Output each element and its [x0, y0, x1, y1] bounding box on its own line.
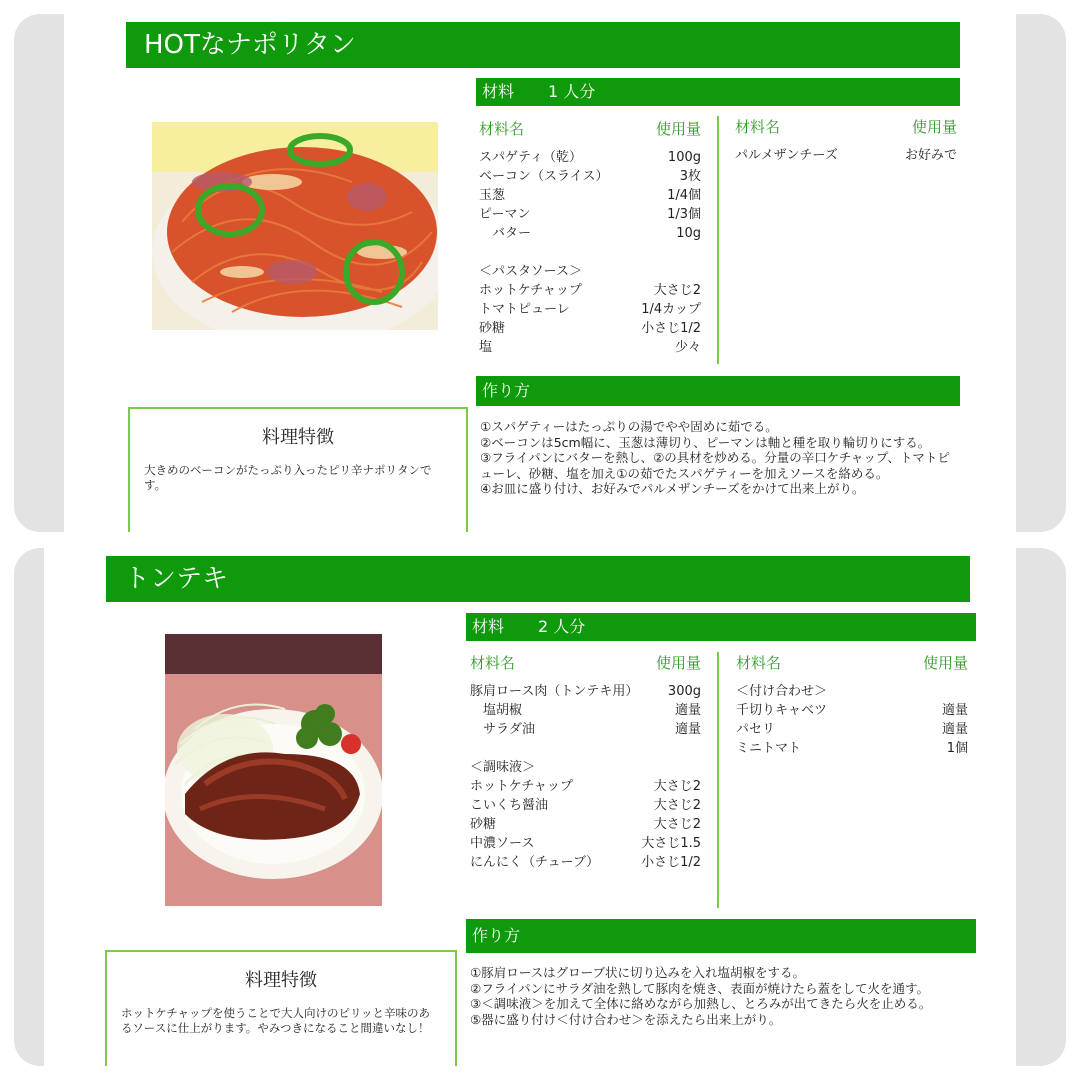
ingredient-name: サラダ油 [470, 722, 535, 737]
recipe-title: HOTなナポリタン [144, 30, 356, 60]
ingredient-row [470, 853, 701, 872]
ingredient-amount: 適量 [674, 722, 701, 737]
recipe-card-tonteki [14, 548, 1066, 1066]
tonteki-image [165, 634, 382, 906]
ingredient-row [479, 300, 701, 319]
ingredient-amount: 小さじ1/2 [641, 321, 701, 336]
ingredient-name: ベーコン（スライス） [479, 169, 609, 184]
ingredient-amount: 大さじ2 [653, 798, 701, 813]
recipe-title: トンテキ [124, 564, 229, 594]
ingredient-row [735, 146, 957, 165]
column-divider [717, 652, 719, 908]
name-column-label: 材料名 [735, 118, 781, 136]
step-item: ①スパゲティーはたっぷりの湯でやや固めに茹でる。 [480, 419, 778, 434]
ingredient-amount: 1/4カップ [641, 302, 701, 317]
ingredient-row [470, 834, 701, 853]
step-item: ②ベーコンは5cm幅に、玉葱は薄切り、ピーマンは軸と種を取り輪切りにする。 [480, 434, 931, 450]
ingredient-amount: 1/3個 [667, 207, 701, 222]
ingredients-column-header [470, 652, 701, 676]
ingredient-name: ホットケチャップ [470, 779, 573, 794]
ingredient-row [479, 319, 701, 338]
step-item: ②フライパンにサラダ油を熱して豚肉を焼き、表面が焼けたら蓋をして火を通す。 [470, 980, 929, 996]
ingredient-name: 玉葱 [479, 188, 506, 203]
ingredient-row [470, 682, 701, 701]
amount-column-label: 使用量 [655, 654, 701, 672]
ingredients-list-left [479, 118, 701, 357]
ingredient-row [736, 701, 968, 720]
ingredient-amount: 少々 [674, 340, 701, 355]
name-column-label: 材料名 [736, 654, 782, 672]
ingredient-name: 砂糖 [470, 817, 497, 832]
ingredient-amount: 大さじ2 [653, 283, 701, 298]
ingredient-amount: 100g [667, 150, 701, 165]
ingredient-name: ミニトマト [736, 741, 802, 756]
ingredients-column-header [735, 116, 957, 140]
ingredient-name: ホットケチャップ [479, 283, 582, 298]
ingredient-amount: 大さじ1.5 [641, 836, 701, 851]
ingredient-row [470, 701, 701, 720]
ingredients-column-header [736, 652, 968, 676]
step-item: ③＜調味液＞を加えて全体に絡めながら加熱し、とろみが出てきたら火を止める。 [470, 996, 932, 1011]
feature-box [105, 950, 457, 1066]
ingredient-row [470, 815, 701, 834]
step-item: ④お皿に盛り付け、お好みでパルメザンチーズをかけて出来上がり。 [480, 481, 865, 496]
ingredients-list-right [736, 652, 968, 758]
ingredient-amount: 大さじ2 [653, 779, 701, 794]
feature-box [128, 407, 468, 532]
ingredient-row [479, 148, 701, 167]
ingredient-row [479, 205, 701, 224]
ingredient-name: 豚肩ロース肉（トンテキ用） [470, 684, 639, 699]
feature-text: ホットケチャップを使うことで大人向けのピリッと辛味のあるソースに仕上がります。やみつきになること間違いなし！ [121, 1006, 431, 1035]
ingredients-header-label: 材料 [482, 82, 515, 101]
feature-title: 料理特徴 [262, 427, 334, 448]
tonteki-photo [165, 634, 382, 906]
ingredient-name: スパゲティ（乾） [479, 150, 582, 165]
ingredient-row [470, 720, 701, 739]
feature-title: 料理特徴 [245, 970, 317, 991]
ingredient-row [470, 777, 701, 796]
ingredient-row [736, 682, 968, 701]
steps-header [466, 919, 976, 953]
steps-header-label: 作り方 [482, 381, 531, 400]
name-column-label: 材料名 [479, 120, 525, 138]
ingredient-row [470, 796, 701, 815]
ingredient-amount: 適量 [674, 703, 701, 718]
step-item: ③フライパンにバターを熱し、②の具材を炒める。分量の辛口ケチャップ、トマトピューレ、砂糖、塩を加え①の茹でたスパゲティーを加えソースを絡める。 [480, 450, 950, 481]
amount-column-label: 使用量 [655, 120, 701, 138]
ingredient-row [479, 224, 701, 243]
ingredient-name: 千切りキャベツ [736, 703, 828, 718]
ingredient-row [470, 739, 701, 758]
steps-header-label: 作り方 [472, 926, 521, 945]
servings: 2 人分 [538, 617, 586, 636]
ingredient-name: ＜パスタソース＞ [479, 264, 582, 279]
ingredients-header [466, 613, 976, 641]
ingredient-row [736, 720, 968, 739]
amount-column-label: 使用量 [922, 654, 968, 672]
ingredient-amount: お好みで [904, 148, 957, 163]
ingredient-amount: 小さじ1/2 [641, 855, 701, 870]
name-column-label: 材料名 [470, 654, 516, 672]
recipe-title-bar [126, 22, 960, 68]
ingredient-name: ＜調味液＞ [470, 760, 536, 775]
amount-column-label: 使用量 [911, 118, 957, 136]
ingredients-column-header [479, 118, 701, 142]
ingredient-name: こいくち醤油 [470, 798, 549, 813]
ingredient-amount: 適量 [941, 722, 968, 737]
ingredients-header [476, 78, 960, 106]
ingredient-name: 中濃ソース [470, 836, 535, 851]
step-item: ⑤器に盛り付け＜付け合わせ＞を添えたら出来上がり。 [470, 1011, 782, 1027]
napolitan-image [152, 122, 438, 330]
ingredient-name: にんにく（チューブ） [470, 855, 600, 870]
ingredient-name: バター [479, 226, 532, 241]
steps-list [470, 965, 970, 1027]
feature-text: 大きめのベーコンがたっぷり入ったピリ辛ナポリタンです。 [144, 463, 432, 492]
servings: 1 人分 [548, 82, 596, 101]
recipe-title-bar [106, 556, 970, 602]
steps-header [476, 376, 960, 406]
ingredient-row [470, 758, 701, 777]
ingredients-list-left [470, 652, 701, 872]
ingredient-amount: 1個 [946, 741, 968, 756]
ingredient-row [479, 281, 701, 300]
recipe-card-napolitan [14, 14, 1066, 532]
ingredient-name: ピーマン [479, 207, 531, 222]
ingredient-row [479, 243, 701, 262]
napolitan-photo [152, 122, 438, 330]
ingredient-row [479, 338, 701, 357]
ingredient-row [736, 739, 968, 758]
column-divider [717, 116, 719, 364]
ingredients-header-label: 材料 [472, 617, 505, 636]
ingredient-row [479, 167, 701, 186]
ingredient-amount: 適量 [941, 703, 968, 718]
ingredient-row [479, 186, 701, 205]
ingredient-name: 砂糖 [479, 321, 506, 336]
ingredient-name: パセリ [736, 722, 776, 737]
step-item: ①豚肩ロースはグローブ状に切り込みを入れ塩胡椒をする。 [470, 965, 805, 980]
ingredient-amount: 300g [667, 684, 701, 699]
ingredient-amount: 大さじ2 [653, 817, 701, 832]
ingredient-row [479, 262, 701, 281]
ingredient-amount: 3枚 [679, 169, 701, 184]
ingredient-amount: 1/4個 [667, 188, 701, 203]
steps-list [480, 419, 958, 497]
ingredient-name: 塩胡椒 [470, 703, 523, 718]
ingredient-name: 塩 [479, 340, 493, 355]
ingredient-name: トマトピューレ [479, 302, 570, 317]
ingredient-amount: 10g [676, 226, 701, 241]
ingredient-name: パルメザンチーズ [735, 148, 838, 163]
ingredient-name: ＜付け合わせ＞ [736, 684, 828, 699]
ingredients-list-right [735, 116, 957, 165]
